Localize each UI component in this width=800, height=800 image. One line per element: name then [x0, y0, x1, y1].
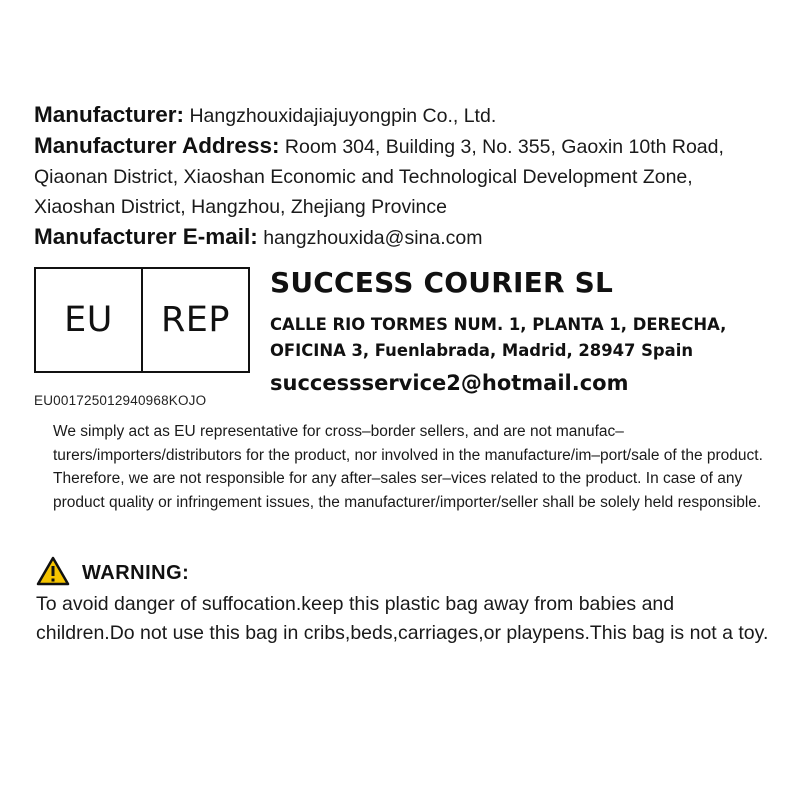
manufacturer-address-label: Manufacturer Address:: [34, 133, 280, 158]
warning-triangle-icon: [36, 556, 70, 591]
manufacturer-email-line: [34, 222, 774, 253]
manufacturer-address-value: Room 304, Building 3, No. 355, Gaoxin 10th Road, Qiaonan District, Xiaoshan Economic and Technological Development Zone, Xiaoshan District, Hangzhou, Zhejiang Province: [34, 136, 724, 218]
manufacturer-email-label: Manufacturer E-mail:: [34, 224, 258, 249]
manufacturer-name-line: [34, 100, 774, 131]
eu-rep-address-line1: CALLE RIO TORMES NUM. 1, PLANTA 1, DERECHA,: [270, 315, 727, 334]
eu-rep-address: [270, 312, 780, 364]
eu-rep-company: SUCCESS COURIER SL: [270, 266, 614, 299]
manufacturer-address-line: [34, 131, 774, 222]
eu-rep-address-line2: OFICINA 3, Fuenlabrada, Madrid, 28947 Spain: [270, 341, 694, 360]
eu-rep-box-eu: EU: [64, 300, 113, 340]
eu-rep-symbol: [34, 267, 250, 373]
manufacturer-name-label: Manufacturer:: [34, 102, 185, 127]
manufacturer-email-value: hangzhouxida@sina.com: [257, 227, 483, 249]
eu-rep-email: successservice2@hotmail.com: [270, 371, 629, 395]
warning-header: [36, 556, 189, 591]
eu-rep-box-rep: REP: [141, 269, 248, 371]
warning-title: WARNING:: [82, 562, 190, 584]
eu-rep-code: EU001725012940968KOJO: [34, 393, 207, 408]
manufacturer-name-value: Hangzhouxidajiajuyongpin Co., Ltd.: [184, 105, 497, 127]
warning-text: To avoid danger of suffocation.keep this plastic bag away from babies and children.Do not use this bag in cribs,beds,carriages,or playpens.This bag is not a toy.: [36, 593, 769, 644]
manufacturer-block: [34, 100, 774, 253]
disclaimer-text: We simply act as EU representative for cross–border sellers, and are not manufac–turers/importers/distributors for the product, nor involved in the manufacture/im–port/sale of the product. Therefore, we are not responsible for any after–sales ser–vices related to the product. In case of any product quality or infringement issues, the manufacturer/importer/seller shall be solely held responsible.: [53, 423, 763, 511]
eu-rep-details: [270, 262, 780, 398]
